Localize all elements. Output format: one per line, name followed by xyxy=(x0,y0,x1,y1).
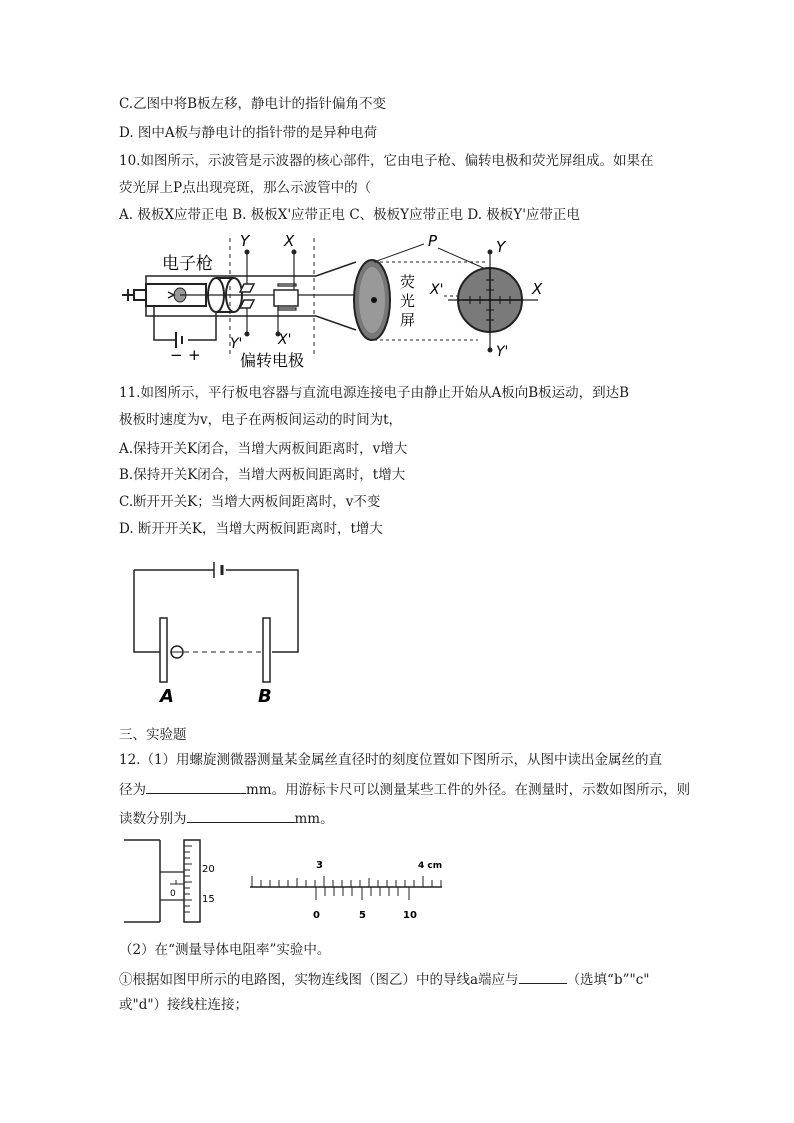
section-heading: 三、实验题 xyxy=(119,727,187,743)
vernier-10: 10 xyxy=(403,910,417,921)
question-11-line2: 极板时速度为v，电子在两板间运动的时间为t， xyxy=(119,412,403,428)
label-screen-3: 屏 xyxy=(400,311,416,329)
option-d-q11: D. 断开开关K，当增大两板间距离时，t增大 xyxy=(119,521,383,537)
question-12-line3 xyxy=(119,808,334,828)
vernier-main-4cm: 4 cm xyxy=(418,861,443,871)
vernier-0: 0 xyxy=(313,910,320,921)
option-a-q11: A.保持开关K闭合，当增大两板间距离时，v增大 xyxy=(119,441,408,457)
answer-blank-terminal[interactable] xyxy=(519,969,567,984)
screen-label-x: X xyxy=(532,280,543,298)
question-12-line2 xyxy=(119,779,690,799)
label-p: P xyxy=(428,232,438,250)
label-deflection-plates: 偏转电极 xyxy=(240,351,305,370)
oscilloscope-diagram xyxy=(118,232,558,370)
text-segment: 读数分别为 xyxy=(119,811,187,827)
label-screen-1: 荧 xyxy=(400,273,416,291)
option-b-q11: B.保持开关K闭合，当增大两板间距离时，t增大 xyxy=(119,467,406,483)
label-x: X xyxy=(284,232,295,250)
question-10-options: A. 极板X应带正电 B. 极板X'应带正电 C、极板Y应带正电 D. 极板Y'应带正电 xyxy=(119,207,580,223)
vernier-main-3: 3 xyxy=(316,860,323,871)
answer-blank-reading[interactable] xyxy=(187,808,295,823)
question-12-part2-line1 xyxy=(119,969,650,989)
option-c-q11: C.断开开关K；当增大两板间距离时，v不变 xyxy=(119,494,381,510)
question-10-line1: 10.如图所示，示波管是示波器的核心部件，它由电子枪、偏转电极和荧光屏组成。如果在 xyxy=(119,153,654,169)
question-11-line1: 11.如图所示，平行板电容器与直流电源连接电子由静止开始从A板向B板运动，到达B xyxy=(119,385,630,401)
text-segment: mm。 xyxy=(294,811,334,827)
option-c-q9: C.乙图中将B板左移，静电计的指针偏角不变 xyxy=(119,96,387,112)
measurement-instruments-diagram xyxy=(124,832,454,928)
vernier-5: 5 xyxy=(359,910,366,921)
screen-label-y-prime: Y' xyxy=(496,344,509,360)
text-segment: ①根据如图甲所示的电路图，实物连线图（图乙）中的导线a端应与 xyxy=(119,972,519,988)
text-segment: （选填“b”"c" xyxy=(566,972,650,988)
micrometer-15: 15 xyxy=(202,894,215,905)
question-12-part2-line2: 或"d"）接线柱连接； xyxy=(119,997,249,1013)
capacitor-circuit-diagram xyxy=(130,560,305,710)
text-segment: 径为 xyxy=(119,782,146,798)
label-y: Y xyxy=(240,232,250,250)
label-screen-2: 光 xyxy=(400,292,416,310)
label-plate-a: A xyxy=(160,686,174,707)
screen-label-y: Y xyxy=(496,238,506,256)
screen-label-x-prime: X' xyxy=(430,282,444,298)
question-12-part2: （2）在“测量导体电阻率”实验中。 xyxy=(119,942,331,958)
label-x-prime: X' xyxy=(278,332,292,348)
micrometer-20: 20 xyxy=(202,864,215,875)
label-plate-b: B xyxy=(258,686,272,707)
battery-plus: + xyxy=(188,346,201,364)
answer-blank-diameter[interactable] xyxy=(146,779,246,794)
option-d-q9: D. 图中A板与静电计的指针带的是异种电荷 xyxy=(119,125,378,141)
label-electron-gun: 电子枪 xyxy=(162,254,213,274)
question-12-line1: 12.（1）用螺旋测微器测量某金属丝直径时的刻度位置如下图所示，从图中读出金属丝的直 xyxy=(119,752,663,768)
text-segment: mm。用游标卡尺可以测量某些工件的外径。在测量时，示数如图所示，则 xyxy=(246,782,691,798)
label-y-prime: Y' xyxy=(230,336,243,352)
question-10-line2: 荧光屏上P点出现亮斑，那么示波管中的（ xyxy=(119,180,372,196)
micrometer-zero: 0 xyxy=(170,889,176,899)
battery-minus: − xyxy=(170,346,183,364)
